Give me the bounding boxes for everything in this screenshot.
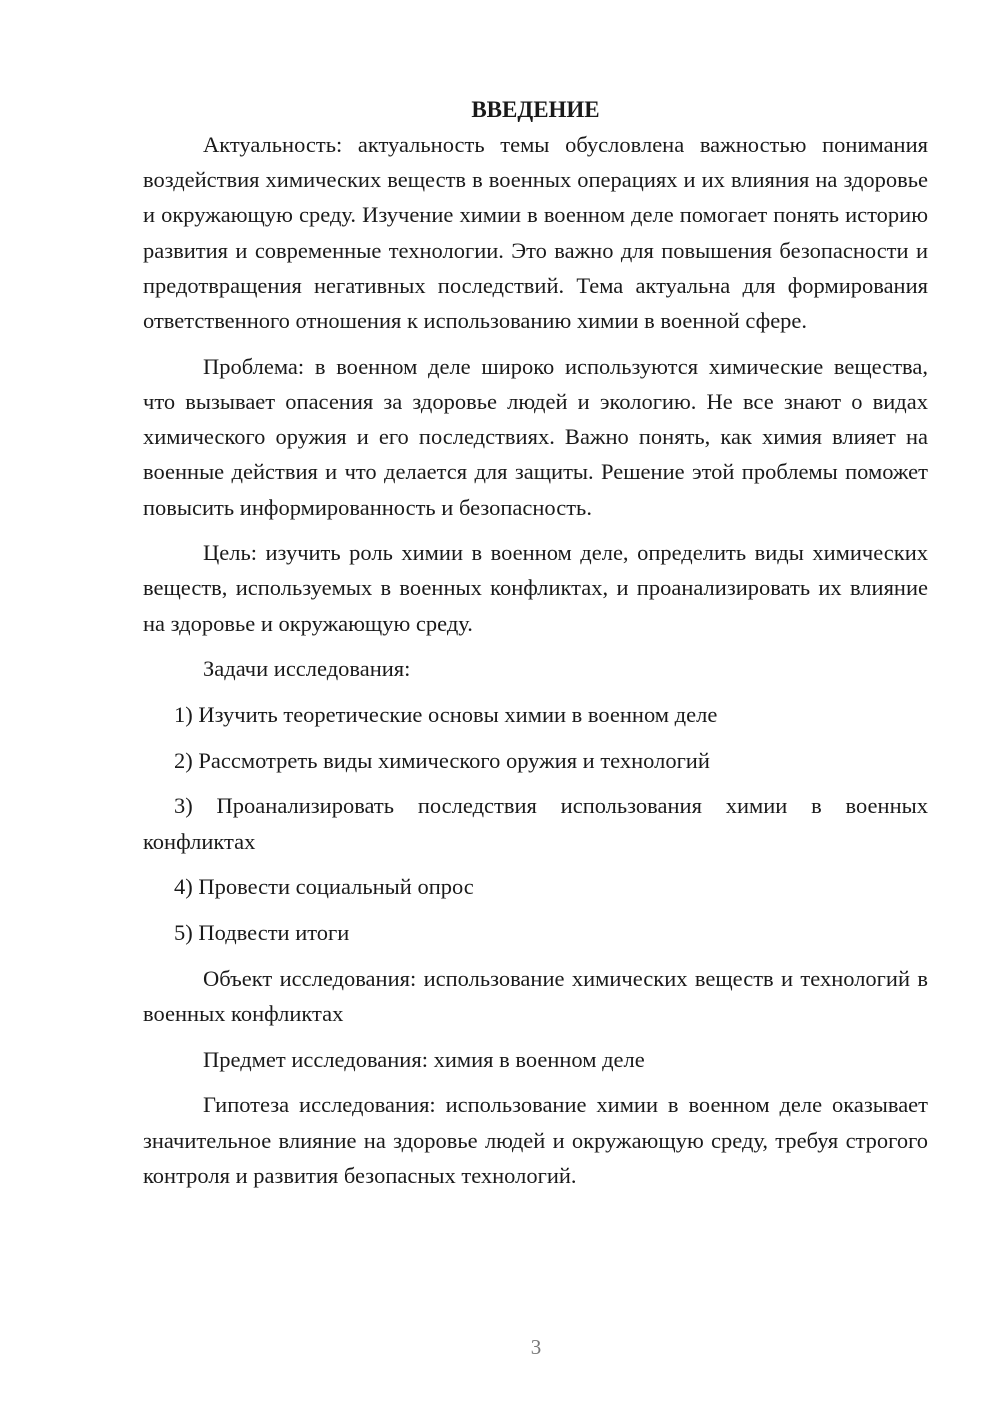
- task-item-3: 3) Проанализировать последствия использования химии в военных конфликтах: [143, 793, 928, 854]
- task-item-2: 2) Рассмотреть виды химического оружия и технологий: [174, 747, 710, 773]
- paragraph-hypothesis: Гипотеза исследования: использование химии в военном деле оказывает значительное влияние на здоровье людей и окружающую среду, требуя строгого контроля и развития безопасных технологий.: [143, 1092, 928, 1188]
- paragraph-problem: Проблема: в военном деле широко используются химические вещества, что вызывает опасения за здоровье людей и экологию. Не все знают о видах химического оружия и его последствиях. Важно понять, как химия влияет на военные действия и что делается для защиты. Решение этой проблемы поможет повысить информированность и безопасность.: [143, 353, 928, 520]
- paragraph-goal: Цель: изучить роль химии в военном деле, определить виды химических веществ, используемых в военных конфликтах, и проанализировать их влияние на здоровье и окружающую среду.: [143, 540, 928, 636]
- document-body: [143, 92, 928, 1203]
- page-number: 3: [530, 1335, 542, 1359]
- paragraph-relevance: Актуальность: актуальность темы обусловлена важностью понимания воздействия химических веществ в военных операциях и их влияния на здоровье и окружающую среду. Изучение химии в военном деле помогает понять историю развития и современные технологии. Это важно для повышения безопасности и предотвращения негативных последствий. Тема актуальна для формирования ответственного отношения к использованию химии в военной сфере.: [143, 132, 928, 334]
- paragraph-object: Объект исследования: использование химических веществ и технологий в военных конфликтах: [143, 965, 928, 1026]
- task-item-4: 4) Провести социальный опрос: [174, 874, 474, 900]
- page-title: ВВЕДЕНИЕ: [471, 97, 600, 122]
- paragraph-subject: Предмет исследования: химия в военном деле: [203, 1046, 645, 1072]
- tasks-heading: Задачи исследования:: [203, 656, 411, 682]
- task-item-5: 5) Подвести итоги: [174, 920, 350, 946]
- task-item-1: 1) Изучить теоретические основы химии в военном деле: [174, 702, 718, 728]
